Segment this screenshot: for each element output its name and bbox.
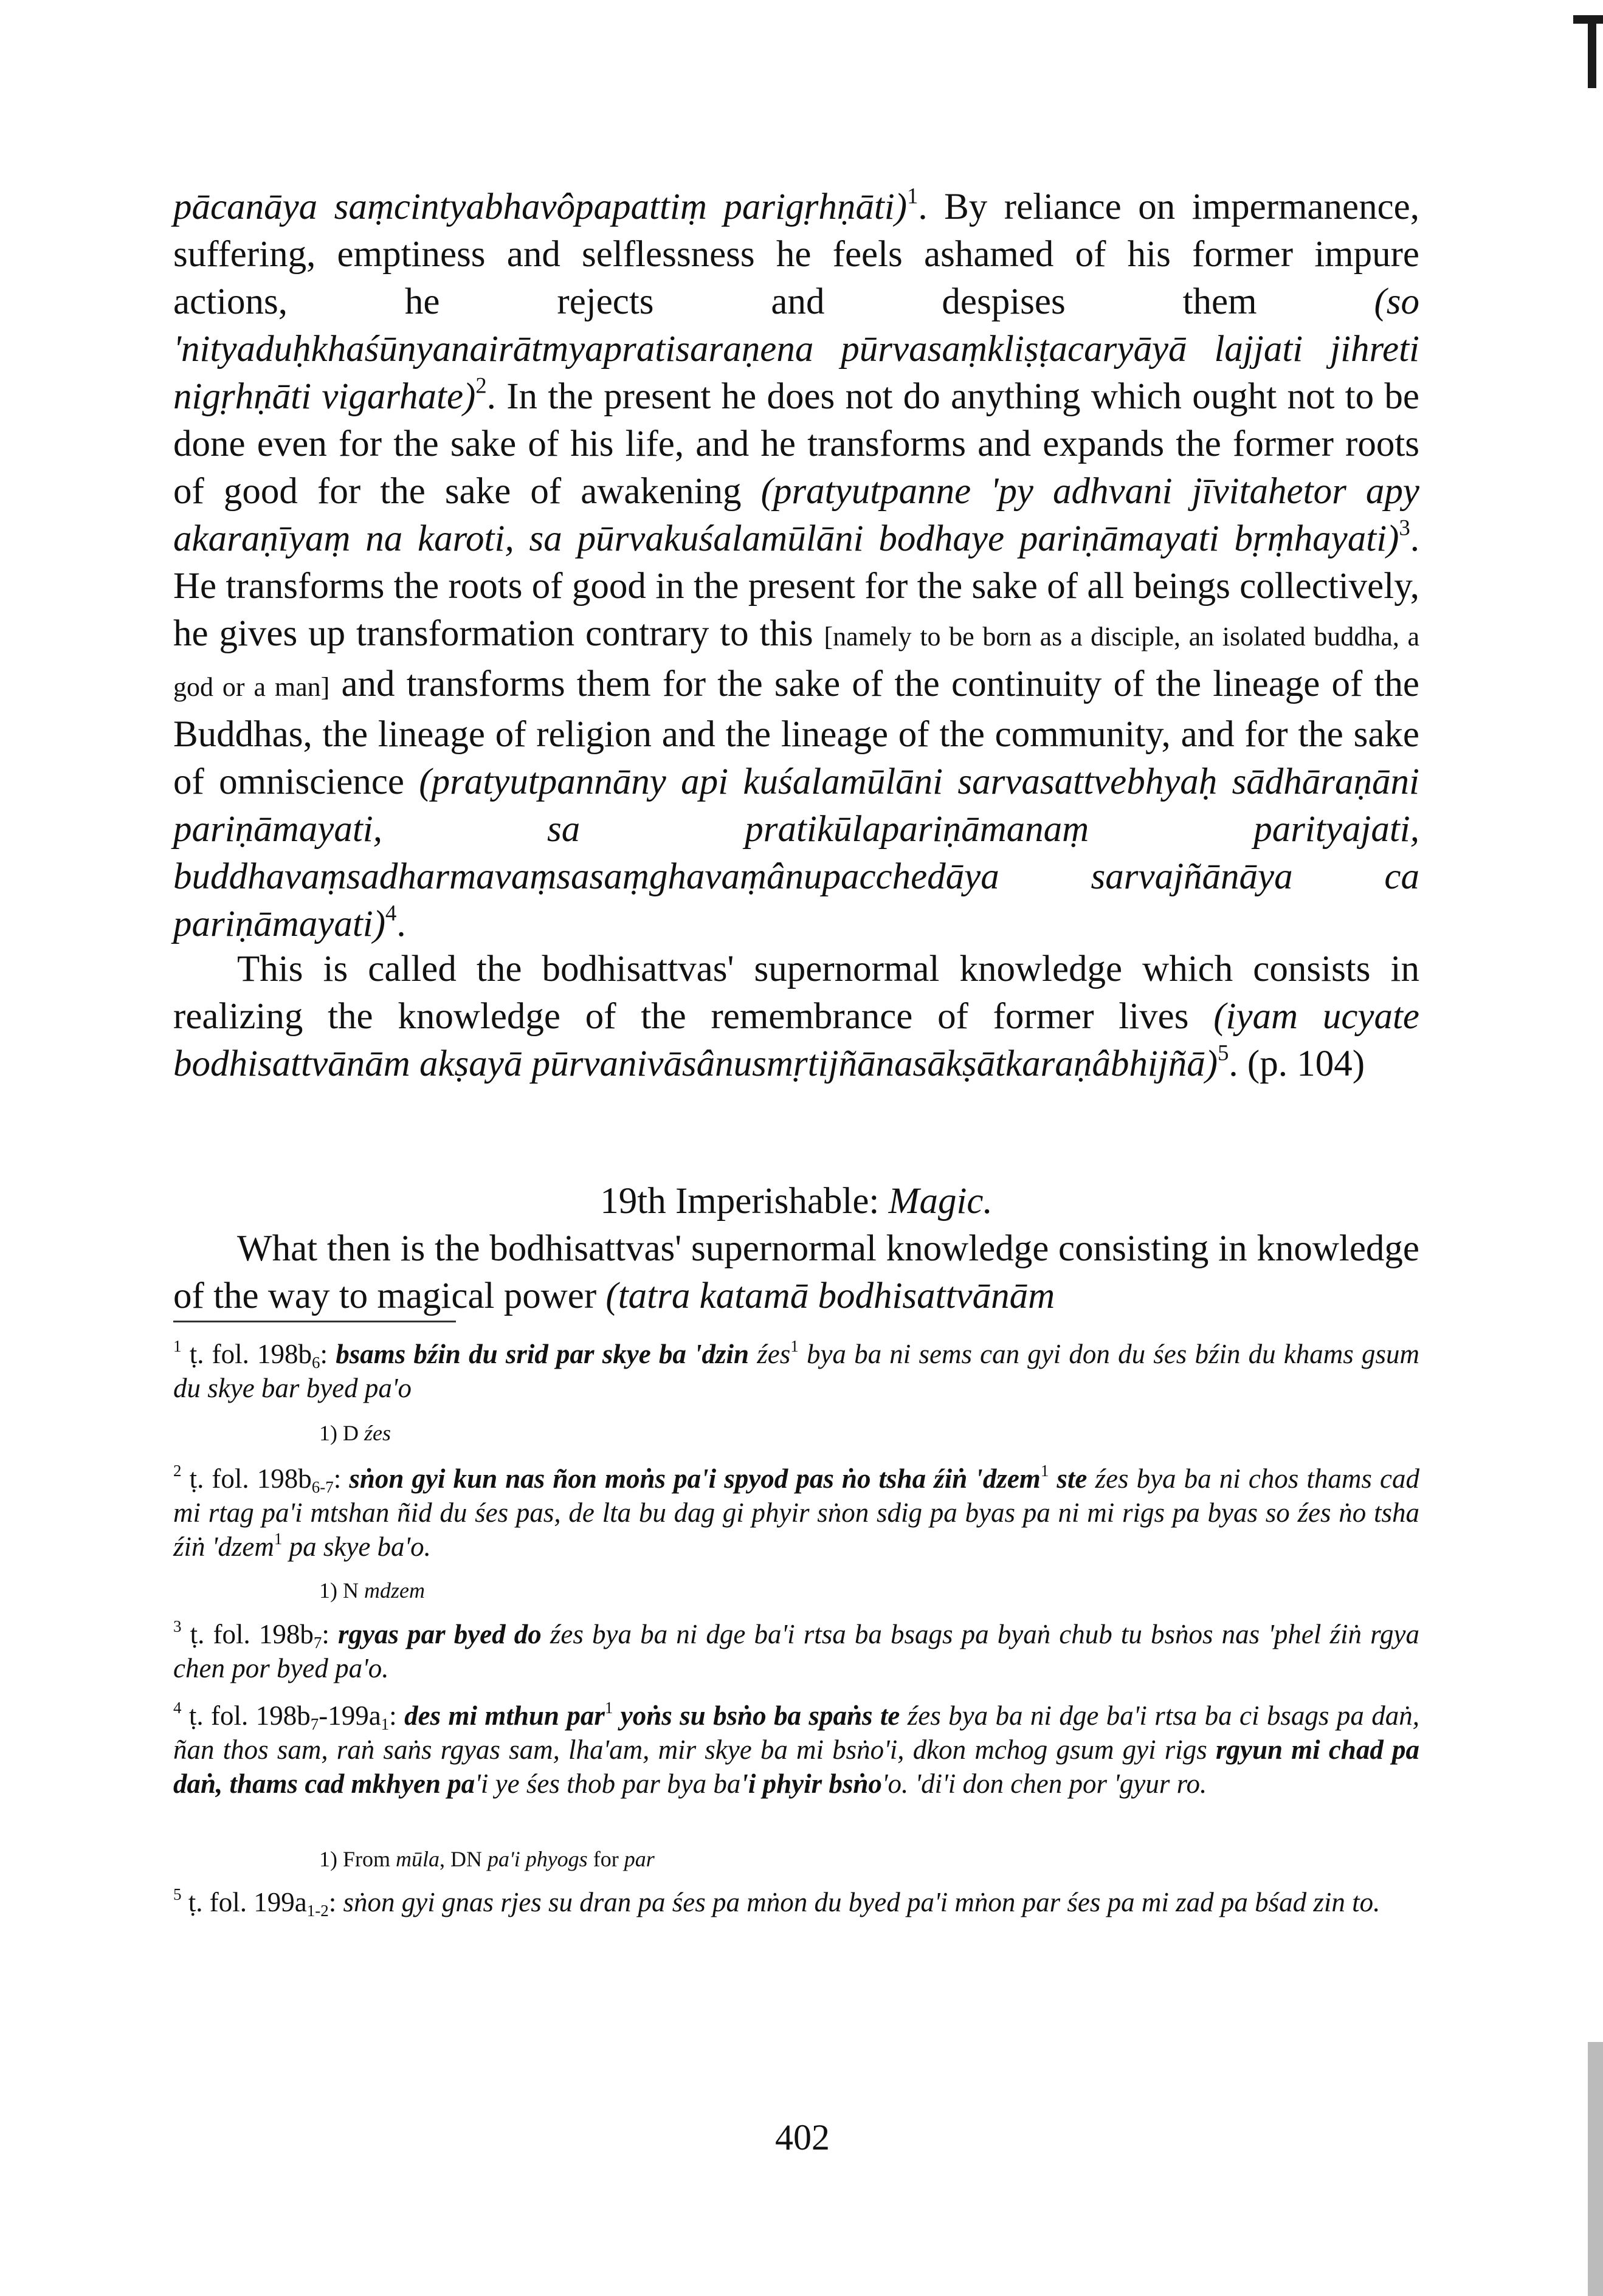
page-number: 402 [775,2117,830,2157]
footnote-3: $^3$ ṭ. fol. $198b_7$: rgyas par byed do źes bya ba ni dge ba'i rtsa ba bsags pa byaṅ chub tu bsṅos nas 'phel źiṅ rgya chen por byed pa'o. [173,1617,1419,1683]
footnote-2: $^2$ ṭ. fol. $198b_{6-7}$: sṅon gyi kun nas ñon moṅs pa'i spyod pas ṅo tsha źiṅ 'dzem$^1$ ste źes bya ba ni chos thams cad mi rtag pa'i mtshan ñid du śes pas, de lta bu dag gi phyir sṅon sdig pa byas pa ni mi rigs pa byas so źes ṅo tsha źiṅ 'dzem$^1$ pa skye ba'o. [173,1462,1419,1562]
footnote-5: $^5$ ṭ. fol. $199a_{1-2}$: sṅon gyi gnas rjes su dran pa śes pa mṅon du byed pa'i mṅon par śes pa mi zad pa bśad zin to. [173,1885,1381,1920]
footnote-ref-4: 4 [385,900,397,926]
section-heading: 19th Imperishable: Magic. [600,1181,993,1222]
footnote-4-variant: 1) From mūla, DN pa'i phyogs for par [319,1847,655,1871]
footnote-ref-2: 2 [475,373,487,398]
scan-edge-mark [1588,15,1596,88]
footnote-ref-3: 3 [1399,515,1410,540]
scan-edge-shadow [1588,2042,1603,2296]
bracket-note: [namely to be born as a disciple, an isolated buddha, a god or a man] [173,622,1419,702]
footnote-1-variant: 1) D źes [319,1421,391,1445]
paragraph-2: This is called the bodhisattvas' supernormal knowledge which consists in realizing the knowledge of the remembrance of former lives (iyam ucyate bodhisattvānām akṣayā pūrvanivāsânusmṛtijñānasākṣātkaraṇâbhijñā)$^5$. (p. 104) [173,949,1419,1084]
footnote-1: $^1$ ṭ. fol. $198b_6$: bsams bźin du srid par skye ba 'dzin źes$^1$ bya ba ni sems can gyi don du śes bźin du khams gsum du skye bar byed pa'o [173,1337,1419,1403]
paragraph-1: pācanāya saṃcintyabhavôpapattiṃ parigṛhṇāti)$^1$. By reliance on impermanence, suffering, emptiness and selflessness he feels ashamed of his former impure actions, he rejects and despises them (so 'nityaduḥkhaśūnyanairātmyapratisaraṇena pūrvasaṃkliṣṭacaryāyā lajjati jihreti nigṛhṇāti vigarhate)$^2$. In the present he does not do anything which ought not to be done even for the sake of his life, and he transforms and expands the former roots of good for the sake of awakening (pratyutpanne 'py adhvani jīvitahetor apy akaraṇīyaṃ na karoti, sa pūrvakuśalamūlāni bodhaye pariṇāmayati bṛṃhayati)$^3$. He transforms the roots of good in the present for the sake of all beings collectively, he gives up transformation contrary to this [namely to be born as a disciple, an isolated buddha, a god or a man] and transforms them for the sake of the continuity of the lineage of the Buddhas, the lineage of religion and the lineage of the community, and for the sake of omniscience (pratyutpannāny api kuśalamūlāni sarvasattvebhyaḥ sādhāraṇāni pariṇāmayati, sa pratikūlapariṇāmanaṃ parityajati, buddhavaṃsadharmavaṃsasaṃghavaṃânupacchedāya sarvajñānāya ca pariṇāmayati)$^4$. [173,183,1420,944]
footnote-2-variant: 1) N mdzem [319,1578,425,1603]
footnote-4: $^4$ ṭ. fol. $198b_7-199a_1$: des mi mthun par$^1$ yoṅs su bsṅo ba spaṅs te źes bya ba ni dge ba'i rtsa ba ci bsags pa daṅ, ñan thos sam, raṅ saṅs rgyas sam, lha'am, mir skye ba mi bsṅo'i, dkon mchog gsum gyi rigs rgyun mi chad pa daṅ, thams cad mkhyen pa'i ye śes thob par bya ba'i phyir bsṅo'o. 'di'i don chen por 'gyur ro. [173,1699,1419,1799]
paragraph-3: What then is the bodhisattvas' supernormal knowledge consisting in knowledge of the way to magical power (tatra katamā bodhisattvānām [173,1228,1419,1316]
footnote-ref-5: 5 [1218,1040,1229,1065]
footnote-rule [173,1321,456,1322]
footnote-ref-1: 1 [907,183,919,208]
